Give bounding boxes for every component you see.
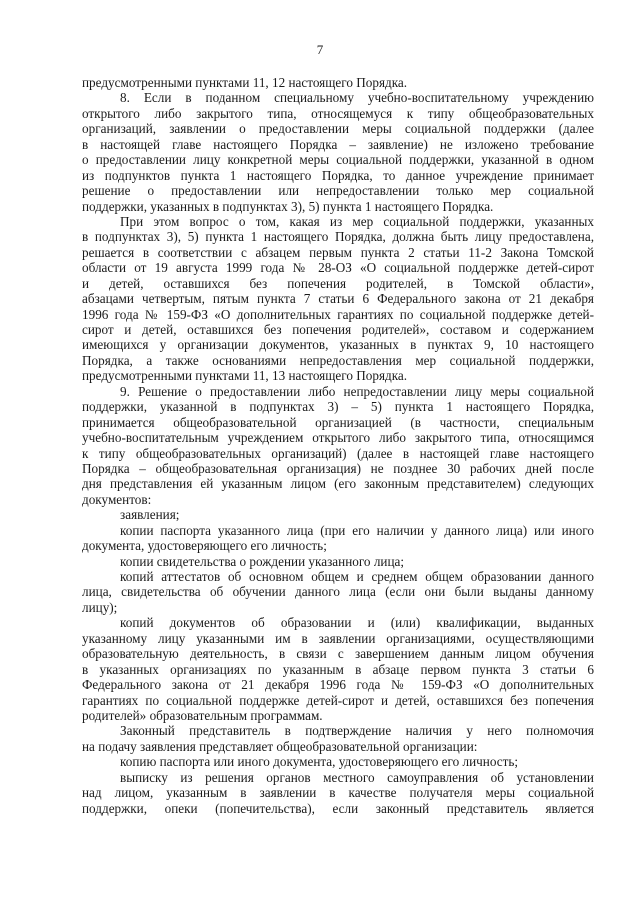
text-line: заявления; — [120, 507, 180, 523]
text-line: и детей, оставшихся без попечения родителей, в Томской области», — [82, 275, 594, 291]
text-line: лица, свидетельства об обучении данного лица (если они были выданы данному — [82, 584, 594, 600]
text-line: 9. Решение о предоставлении либо непредоставлении лицу меры социальной — [120, 383, 594, 399]
text-line: открытого либо закрытого типа, относящемуся к типу общеобразовательных — [82, 105, 594, 121]
text-line: поддержки, указанных в подпунктах 3), 5) пункта 1 настоящего Порядка. — [82, 198, 494, 214]
text-line: над лицом, указанным в заявлении в качестве получателя меры социальной — [82, 785, 594, 801]
text-line: документов: — [82, 491, 152, 507]
text-line: копию паспорта или иного документа, удостоверяющего его личность; — [120, 754, 519, 770]
text-line: родителей» образовательным программам. — [82, 707, 323, 723]
text-line: документа, удостоверяющего его личность; — [82, 538, 327, 554]
text-line: области от 19 августа 1999 года № 28-ОЗ «О социальной поддержке детей-сирот — [82, 260, 594, 276]
text-line: Федерального закона от 21 декабря 1996 года № 159-ФЗ «О дополнительных — [82, 677, 594, 693]
text-line: указанному лицу указанными им в заявлении организациями, осуществляющими — [82, 630, 594, 646]
text-line: учебно-воспитательным учреждением открытого либо закрытого типа, относящимся — [82, 430, 594, 446]
text-line: лицу); — [82, 599, 118, 615]
text-line: сирот и детей, оставшихся без попечения родителей», составом и содержанием — [82, 322, 594, 337]
text-line: в указанных организациях по указанным в абзаце первом пункта 3 статьи 6 — [82, 661, 594, 677]
text-line: предусмотренными пунктами 11, 13 настоящего Порядка. — [82, 368, 408, 384]
text-line: поддержки, указанной в подпунктах 3) – 5) пункта 1 настоящего Порядка, — [82, 399, 594, 415]
text-line: из подпунктов пункта 1 настоящего Порядка, то данное учреждение принимает — [82, 167, 594, 183]
text-line: о предоставлении лицу конкретной меры социальной поддержки, указанной в одном — [82, 152, 594, 168]
text-line: копий аттестатов об основном общем и среднем общем образовании данного — [120, 569, 594, 584]
text-line: в настоящей главе настоящего Порядка – заявление) не изложено требование — [82, 136, 594, 152]
text-line: Порядка, а также основаниями непредоставления мер социальной поддержки, — [82, 352, 594, 368]
text-line: копии свидетельства о рождении указанного лица; — [120, 553, 405, 569]
text-line: организаций, заявлении о предоставлении меры социальной поддержки (далее — [82, 121, 594, 137]
text-line: решение о предоставлении или непредоставлении только мер социальной — [82, 183, 594, 199]
document-body — [82, 75, 594, 816]
text-line: предусмотренными пунктами 11, 12 настоящего Порядка. — [82, 75, 408, 90]
text-line: Законный представитель в подтверждение наличия у него полномочия — [120, 723, 594, 739]
text-line: абзацами четвертым, пятым пункта 7 статьи 6 Федерального закона от 21 декабря — [82, 291, 594, 307]
text-line: гарантиях по социальной поддержке детей-сирот и детей, оставшихся без попечения — [82, 692, 594, 708]
text-line: имеющихся у организации документов, указанных в пунктах 9, 10 настоящего — [82, 337, 594, 353]
text-line: 8. Если в поданном специальному учебно-воспитательному учреждению — [120, 90, 594, 106]
text-line: Порядка – общеобразовательная организация) не позднее 30 рабочих дней после — [82, 460, 594, 476]
text-line: принимается общеобразовательной организацией (в частности, специальным — [82, 414, 594, 430]
text-line: образовательную деятельность, в связи с завершением данным лицом обучения — [82, 646, 594, 662]
text-line: в подпунктах 3), 5) пункта 1 настоящего Порядка, должна быть лицу предоставлена, — [82, 229, 594, 245]
text-line: поддержки, опеки (попечительства), если законный представитель является — [82, 800, 594, 816]
text-line: копии паспорта указанного лица (при его наличии у данного лица) или иного — [120, 522, 594, 538]
text-line: копий документов об образовании и (или) квалификации, выданных — [120, 615, 594, 631]
page-number: 7 — [316, 42, 324, 57]
text-line: выписку из решения органов местного самоуправления об установлении — [120, 769, 594, 785]
text-line: решается в соответствии с абзацем первым пункта 2 статьи 11-2 Закона Томской — [82, 244, 594, 260]
text-line: 1996 года № 159-ФЗ «О дополнительных гарантиях по социальной поддержке детей- — [82, 306, 594, 322]
text-line: При этом вопрос о том, какая из мер социальной поддержки, указанных — [120, 213, 594, 229]
text-line: дня представления ей указанным лицом (его законным представителем) следующих — [82, 476, 594, 492]
text-line: к типу общеобразовательных организаций) (далее в настоящей главе настоящего — [82, 445, 594, 461]
text-line: на подачу заявления представляет общеобразовательной организации: — [82, 738, 478, 754]
